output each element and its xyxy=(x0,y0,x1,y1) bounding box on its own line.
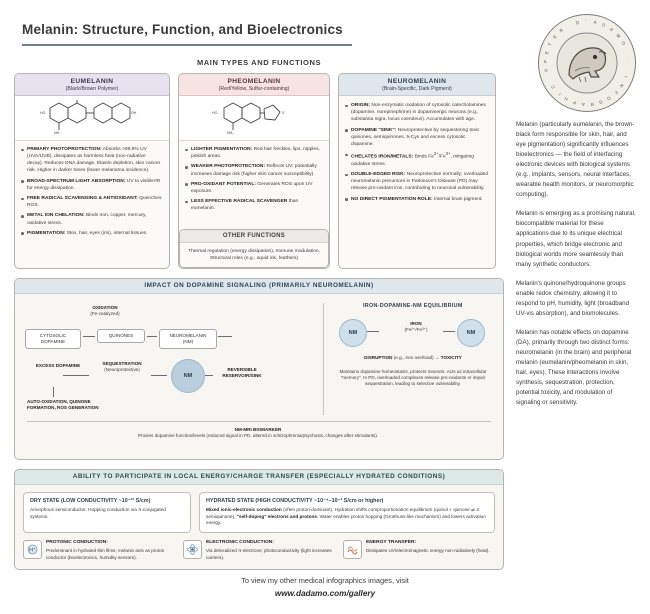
energy-transfer-cell xyxy=(343,540,495,561)
card-neuromelanin-bullets xyxy=(339,96,495,212)
card-pheomelanin-bullets xyxy=(179,141,329,222)
card-eumelanin-header xyxy=(15,74,169,96)
card-pheomelanin xyxy=(178,73,330,269)
dry-state-box xyxy=(23,492,191,533)
protonic-conduction-cell xyxy=(23,540,175,561)
arrow-2 xyxy=(147,336,157,337)
svg-text:NH: NH xyxy=(54,131,60,135)
conduction-cells-row xyxy=(23,540,495,561)
electronic-conduction-cell xyxy=(183,540,335,561)
nm-right-node: NM xyxy=(457,319,485,347)
description-paragraph: Melanin is emerging as a promising natural, biocompatible material for these applications due to its unique electrical properties, which bridge electronic and biological worlds more seamlessly than many synthetic conductors. xyxy=(516,210,636,268)
list-item: NO DIRECT PIGMENTATION ROLE: Internal brain pigment. xyxy=(345,196,489,203)
cytosolic-dopamine-node: CYTOSOLIC DOPAMINE xyxy=(25,329,81,349)
svg-text:OH: OH xyxy=(131,111,137,115)
page-title: Melanin: Structure, Function, and Bioelectronics xyxy=(22,22,343,37)
brand-logo xyxy=(538,14,636,112)
title-divider xyxy=(22,44,352,46)
diagram-divider xyxy=(323,303,324,415)
arrow-6 xyxy=(205,375,213,376)
dinosaur-head-icon xyxy=(555,31,619,95)
oxidation-label: OXIDATION (Fe-catalyzed) xyxy=(90,304,120,316)
list-item: ORIGIN: Non-enzymatic oxidation of cytosolic catecholamines (dopamine, norepinephrine) in dopaminergic neurons (e.g., substantia nigra, locus coeruleus). Accumulates with age. xyxy=(345,102,489,123)
list-item: DOPAMINE "SINK": Neuroprotective by sequestering toxic quinones, semiquinones, 5-Cys and excess cytosolic dopamine. xyxy=(345,127,489,148)
disruption-label: DISRUPTION (e.g., iron overload) → TOXICITY xyxy=(364,354,462,360)
list-item: METAL ION CHELATION: Binds iron, copper, mercury, oxidative stress. xyxy=(21,212,163,226)
main-content-column xyxy=(14,58,504,570)
arrow-4 xyxy=(63,375,89,376)
svg-text:H⁺: H⁺ xyxy=(29,547,36,554)
pheomelanin-structure-icon xyxy=(179,96,329,141)
arrow-3 xyxy=(218,336,232,337)
card-neuromelanin xyxy=(338,73,496,269)
proton-conduction-icon xyxy=(23,540,42,559)
sequestration-label: SEQUESTRATION (Neuroprotective) xyxy=(102,360,142,372)
card-eumelanin-subtitle: (Black/Brown Polymer) xyxy=(65,86,119,92)
arrow-9 xyxy=(443,331,455,332)
other-functions-body: Thermal regulation (energy dissipation), Immune modulation, Structural roles (e.g., squid ink, feathers) xyxy=(188,248,320,261)
list-item: PRO-OXIDANT POTENTIAL: Generates ROS upon UV exposure. xyxy=(185,181,323,195)
card-neuromelanin-title: NEUROMELANIN xyxy=(387,78,447,85)
card-pheomelanin-subtitle: (Red/Yellow, Sulfur-containing) xyxy=(218,86,290,92)
quinones-node: QUINONES xyxy=(97,329,145,343)
hydrated-state-box xyxy=(199,492,495,533)
energy-transfer-text: ENERGY TRANSFER: Dissipates UV/electromagnetic energy non-radiatively (heat). xyxy=(366,540,490,554)
svg-text:NH₂: NH₂ xyxy=(227,131,234,135)
arrow-8 xyxy=(367,331,379,332)
description-paragraph: Melanin has notable effects on dopamine (DA), primarily through two distinct forms: neuromelanin (in the brain) and peripheral melanin (eumelanin/pheomelanin in skin, hair, eyes). These interactions involve synthesis, sequestration, protection, potential toxicity, and modulation of signaling or sensitivity. xyxy=(516,328,632,407)
logo-ring-text: P E T E R D ' A D A M O · I N F O G R A P H I C © xyxy=(543,18,632,108)
hydrated-state-body: Mixed ionic-electronic conduction (often proton-dominant). Hydration shifts comproportionation equilibrium (quinol + quinone ⇌ 2 semiquinone), "self-doping" electrons and protons. Water enables proton hopping (Grotthuss-like mechanism) and lowers activation energy. xyxy=(206,506,486,526)
auto-oxidation-label: AUTO-OXIDATION, QUINONE FORMATION, ROS GENERATION xyxy=(27,398,99,410)
reservoir-label: REVERSIBLE RESERVOIR/SINK xyxy=(222,366,262,378)
hydrated-state-heading: HYDRATED STATE (HIGH CONDUCTIVITY ~10⁻⁴–10⁻³ S/cm or higher) xyxy=(206,497,384,504)
protonic-conduction-text: PROTONIC CONDUCTION: Predominant in hydrated thin films; melanin acts as proton conductor (bioelectronics, humidity sensors). xyxy=(46,540,165,560)
list-item: PIGMENTATION: Skin, hair, eyes (iris), internal tissues. xyxy=(21,230,163,237)
list-item: CHELATES IRON/METALS: Binds $Fe^{2+}/Fe^{3+}$, mitigating oxidative stress. xyxy=(345,151,489,168)
energy-panel-title: ABILITY TO PARTICIPATE IN LOCAL ENERGY/CHARGE TRANSFER (ESPECIALLY HYDRATED CONDITIONS) xyxy=(15,470,503,485)
eumelanin-structure-icon xyxy=(15,96,169,141)
card-eumelanin-bullets xyxy=(15,141,169,246)
other-functions-title: OTHER FUNCTIONS xyxy=(180,230,328,243)
list-item: BROAD-SPECTRUM LIGHT ABSORPTION: UV to visible/IR for energy dissipation. xyxy=(21,178,163,192)
footer-gallery-link[interactable]: www.dadamo.com/gallery xyxy=(274,589,376,598)
arrow-7 xyxy=(53,387,54,397)
right-description-column xyxy=(516,120,638,417)
arrow-1 xyxy=(83,336,95,337)
electronic-conduction-icon xyxy=(183,540,202,559)
dopamine-diagram xyxy=(23,301,495,451)
dopamine-signaling-panel xyxy=(14,278,504,460)
arrow-5 xyxy=(151,375,167,376)
list-item: LESS EFFECTIVE RADICAL SCAVENGER than eumelanin. xyxy=(185,198,323,212)
footer-line-1: To view my other medical infographics images, visit xyxy=(241,576,409,585)
svg-text:HO: HO xyxy=(212,111,218,115)
iron-equilibrium-title: IRON-DOPAMINE-NM EQUILIBRIUM xyxy=(363,302,463,309)
energy-transfer-panel xyxy=(14,469,504,570)
svg-text:S: S xyxy=(282,111,285,115)
energy-states-row xyxy=(23,492,495,533)
description-paragraph: Melanin (particularly eumelanin, the brown-black form responsible for skin, hair, and eye pigmentation) significantly influences bioelectronics — the field of interfacing electronic devices with biological systems (e.g., implants, sensors, neural interfaces, wearable health monitors, or neuromorphic computing). xyxy=(516,121,635,199)
disruption-body: Maintains dopamine homeostasis, protects neurons. Acts as intracellular "memory". In PD, overloaded complexes release pro-oxidants or impair sequestration, leading to selective vulnerability. xyxy=(339,368,487,386)
footer xyxy=(0,576,650,598)
dry-state-heading: DRY STATE (LOW CONDUCTIVITY ~10⁻¹³ S/cm) xyxy=(30,497,151,504)
main-types-heading: MAIN TYPES AND FUNCTIONS xyxy=(196,58,322,67)
list-item: DOUBLE-EDGED RISK: Neuroprotective normally; overloaded neuromelanin precursors in Parkinson's Disease (PD) may release pro-oxidant iron, contributing to neuronal vulnerability. xyxy=(345,171,489,192)
svg-text:HO: HO xyxy=(40,111,46,115)
dopamine-panel-title: IMPACT ON DOPAMINE SIGNALING (PRIMARILY NEUROMELANIN) xyxy=(15,279,503,294)
nm-central-node: NM xyxy=(171,359,205,393)
electronic-conduction-text: ELECTRONIC CONDUCTION: Via delocalized π-electrons; photoconductivity (light increases carriers). xyxy=(206,540,332,560)
other-functions-card xyxy=(179,229,329,268)
iron-label: IRON (Fe²⁺/Fe³⁺) xyxy=(404,320,428,332)
list-item: PRIMARY PHOTOPROTECTION: Absorbs >99.9% UV (UVA/UVB), dissipates as harmless heat (non-radiative decay). Reduces DNA damage, Elastin depletion, skin cancer risk. Higher in darker tones (lower melanoma incidence). xyxy=(21,146,163,174)
neuromelanin-node: NEUROMELANIN (NM) xyxy=(159,329,217,349)
card-neuromelanin-subtitle: (Brain-Specific, Dark Pigment) xyxy=(382,86,452,92)
energy-transfer-icon xyxy=(343,540,362,559)
description-paragraph: Melanin's quinone/hydroquinone groups enable redox chemistry, allowing it to respond to pH, humidity, light (broadband UV-vis absorption), and biomolecules. xyxy=(516,279,630,317)
dry-state-body: Amorphous semiconductor. Hopping conduction via π-conjugated systems. xyxy=(30,506,166,519)
card-pheomelanin-title: PHEOMELANIN xyxy=(227,78,281,85)
nm-left-node: NM xyxy=(339,319,367,347)
list-item: FREE RADICAL SCAVENGING & ANTIOXIDANT: Quenches ROS. xyxy=(21,195,163,209)
list-item: LIGHTER PIGMENTATION: Red hair freckles, lips, nipples, pinkish areas. xyxy=(185,146,323,160)
biomarker-divider xyxy=(27,421,491,422)
card-eumelanin xyxy=(14,73,170,269)
melanin-type-cards xyxy=(14,73,504,269)
card-eumelanin-title: EUMELANIN xyxy=(70,78,114,85)
excess-dopamine-label: EXCESS DOPAMINE xyxy=(35,362,81,368)
list-item: WEAKER PHOTOPROTECTION: Reflects UV; potentially increases damage risk (higher skin cancer susceptibility). xyxy=(185,163,323,177)
card-pheomelanin-header xyxy=(179,74,329,96)
card-neuromelanin-header xyxy=(339,74,495,96)
nm-mri-biomarker: NM-MRI BIOMARKER Proxies dopamine function/levels (reduced signal in PD, altered in schizophrenia/psychosis, changes after stimulants). xyxy=(137,426,379,438)
